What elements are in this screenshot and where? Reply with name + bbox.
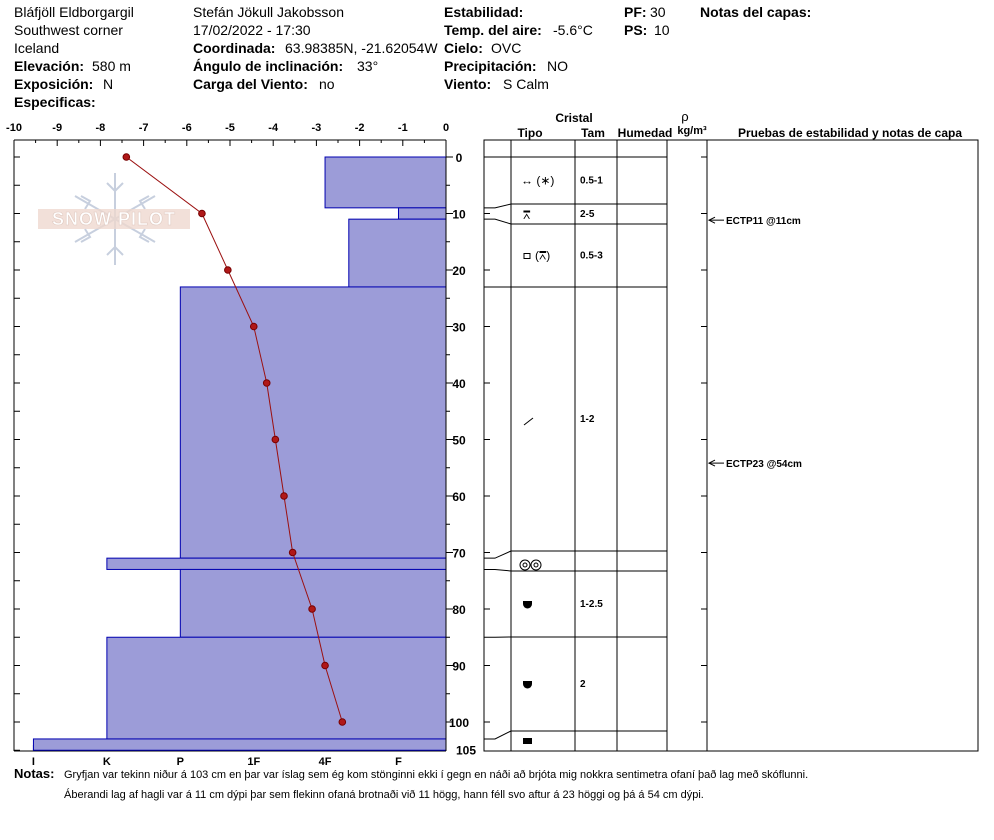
notes bbox=[14, 766, 808, 801]
pf-label: PF: bbox=[624, 4, 647, 20]
temperature-point bbox=[250, 323, 257, 330]
sky-label: Cielo: bbox=[444, 40, 483, 56]
crystal-table bbox=[484, 140, 978, 751]
hardness-layer bbox=[107, 637, 446, 739]
hardness-layer bbox=[33, 739, 446, 750]
temp-tick-label: 0 bbox=[442, 122, 450, 134]
moisture-header: Humedad bbox=[617, 126, 673, 140]
observer-name: Stefán Jökull Jakobsson bbox=[193, 4, 344, 20]
hardness-tick-label: P bbox=[176, 756, 184, 768]
slope-label: Ángulo de inclinación: bbox=[193, 58, 344, 74]
test-label: ECTP11 @11cm bbox=[726, 216, 801, 228]
hardness-tick-label: K bbox=[102, 756, 111, 768]
layer-notes-label: Notas del capas: bbox=[700, 4, 812, 20]
sky-value: OVC bbox=[491, 40, 522, 56]
depth-tick-label: 100 bbox=[448, 716, 470, 730]
header bbox=[14, 4, 811, 110]
table-connector bbox=[484, 204, 511, 208]
temp-tick-label: -3 bbox=[311, 122, 322, 134]
elevation-label: Elevación: bbox=[14, 58, 85, 74]
depth-tick-label: 60 bbox=[452, 490, 466, 504]
temp-tick-label: -8 bbox=[95, 122, 106, 134]
hardness-layer bbox=[325, 157, 446, 208]
watermark-text: SNOW PILOT bbox=[52, 209, 176, 229]
table-connector bbox=[484, 731, 511, 739]
temperature-point bbox=[199, 210, 206, 217]
notes-label: Notas: bbox=[14, 766, 55, 781]
crystal-size: 2-5 bbox=[580, 209, 595, 220]
crystal-size: 0.5-3 bbox=[580, 250, 603, 262]
location-name: Bláfjöll Eldborgargil bbox=[14, 4, 134, 20]
airtemp-label: Temp. del aire: bbox=[444, 22, 542, 38]
fragment-crystal-icon bbox=[524, 418, 533, 425]
temp-tick-label: -1 bbox=[397, 122, 408, 134]
temperature-axis bbox=[6, 122, 449, 146]
rounded-polycrystal-icon bbox=[523, 563, 527, 567]
decomposed-crystal-icon: ↔ (∗) bbox=[521, 173, 555, 188]
depth-tick-label: 80 bbox=[452, 603, 466, 617]
density-symbol: ρ bbox=[681, 109, 689, 124]
ps-label: PS: bbox=[624, 22, 648, 38]
hardness-layer bbox=[180, 569, 446, 637]
depth-axis bbox=[446, 151, 476, 757]
hardness-tick-label: 1F bbox=[247, 756, 261, 768]
crystal-size: 0.5-1 bbox=[580, 175, 603, 187]
crystal-header: Cristal bbox=[555, 111, 593, 125]
pf-value: 30 bbox=[650, 4, 666, 20]
temp-tick-label: -4 bbox=[268, 122, 279, 134]
hardness-layer bbox=[107, 558, 446, 569]
windload-value: no bbox=[319, 76, 335, 92]
slope-value: 33° bbox=[357, 58, 379, 74]
table-connector bbox=[484, 219, 511, 224]
depth-tick-label: 20 bbox=[452, 264, 466, 278]
graupel-icon: (⩞) bbox=[535, 248, 551, 263]
crystal-size: 2 bbox=[580, 679, 586, 690]
temp-tick-label: -9 bbox=[52, 122, 63, 134]
type-header: Tipo bbox=[517, 126, 543, 140]
temperature-point bbox=[322, 662, 329, 669]
depth-bottom-label: 105 bbox=[455, 743, 477, 758]
density-unit: kg/m³ bbox=[677, 125, 707, 137]
coord-label: Coordinada: bbox=[193, 40, 276, 56]
area-name: Southwest corner bbox=[14, 22, 123, 38]
crystal-symbols bbox=[520, 174, 603, 745]
notes-line-2: Áberandi lag af hagli var á 11 cm dýpi þar sem flekinn ofaná brotnaði við 11 högg, hann féll svo aftur á 23 höggi og þá á 54 cm dýpi. bbox=[64, 789, 704, 801]
stability-tests bbox=[709, 216, 802, 470]
aspect-label: Exposición: bbox=[14, 76, 94, 92]
temperature-point bbox=[263, 380, 270, 387]
ps-value: 10 bbox=[654, 22, 670, 38]
depth-tick-label: 0 bbox=[455, 151, 463, 165]
rounded-polycrystal-icon bbox=[534, 563, 538, 567]
hardness-layer bbox=[349, 219, 446, 287]
hardness-layer bbox=[180, 287, 446, 558]
temp-tick-label: -10 bbox=[6, 122, 22, 134]
aspect-value: N bbox=[103, 76, 114, 92]
table-connector bbox=[484, 569, 511, 571]
depth-tick-label: 40 bbox=[452, 377, 466, 391]
depth-tick-label: 70 bbox=[452, 546, 466, 561]
notes-line-1: Gryfjan var tekinn niður á 103 cm en þar var íslag sem ég kom stönginni ekki í gegn en náði að brjóta mig nokkra sentimetra ofaní það lag með skóflunni. bbox=[64, 769, 809, 781]
temperature-point bbox=[309, 606, 316, 613]
windload-label: Carga del Viento: bbox=[193, 76, 308, 92]
snowpilot-watermark bbox=[38, 173, 190, 265]
temp-tick-label: -7 bbox=[138, 122, 149, 134]
tests-header: Pruebas de estabilidad y notas de capa bbox=[737, 126, 963, 140]
temperature-point bbox=[281, 493, 288, 500]
crystal-size: 1-2.5 bbox=[580, 599, 603, 610]
wind-label: Viento: bbox=[444, 76, 492, 92]
hardness-tick-label: I bbox=[31, 756, 35, 768]
wind-value: S Calm bbox=[503, 76, 549, 92]
hardness-layer bbox=[398, 208, 446, 219]
depth-tick-label: 10 bbox=[452, 207, 466, 222]
rounded-polycrystal-icon bbox=[531, 560, 541, 570]
depth-tick-label: 90 bbox=[452, 659, 466, 674]
precip-label: Precipitación: bbox=[444, 58, 537, 74]
airtemp-value: -5.6°C bbox=[553, 22, 593, 38]
depth-tick-label: 30 bbox=[452, 320, 466, 335]
temp-tick-label: -6 bbox=[181, 122, 192, 134]
cup-crystal-icon bbox=[523, 601, 532, 609]
observation-datetime: 17/02/2022 - 17:30 bbox=[193, 22, 311, 38]
rounded-polycrystal-icon bbox=[520, 560, 530, 570]
depth-tick-label: 50 bbox=[452, 433, 466, 448]
hardness-tick-label: F bbox=[395, 756, 402, 768]
specifics-label: Especificas: bbox=[14, 94, 96, 110]
hardness-tick-label: 4F bbox=[318, 756, 332, 768]
size-header: Tam bbox=[581, 126, 605, 140]
country-name: Iceland bbox=[14, 40, 60, 56]
temperature-point bbox=[289, 549, 296, 556]
coord-value: 63.98385N, -21.62054W bbox=[285, 40, 438, 56]
test-label: ECTP23 @54cm bbox=[726, 459, 802, 471]
temp-tick-label: -2 bbox=[354, 122, 365, 134]
faceted-crystal-icon bbox=[524, 254, 530, 259]
column-headers bbox=[517, 109, 962, 140]
elevation-value: 580 m bbox=[92, 58, 131, 74]
hardness-layers bbox=[33, 157, 446, 750]
temperature-point bbox=[123, 154, 130, 161]
stability-label: Estabilidad: bbox=[444, 4, 524, 20]
temperature-point bbox=[339, 719, 346, 726]
precip-value: NO bbox=[547, 58, 568, 74]
cup-crystal-icon bbox=[523, 681, 532, 689]
temperature-point bbox=[272, 436, 279, 443]
graupel-icon: ⩞ bbox=[523, 208, 531, 222]
temp-tick-label: -5 bbox=[225, 122, 235, 134]
temperature-point bbox=[225, 267, 232, 274]
ice-layer-icon bbox=[523, 738, 532, 744]
crystal-size: 1-2 bbox=[580, 414, 595, 425]
